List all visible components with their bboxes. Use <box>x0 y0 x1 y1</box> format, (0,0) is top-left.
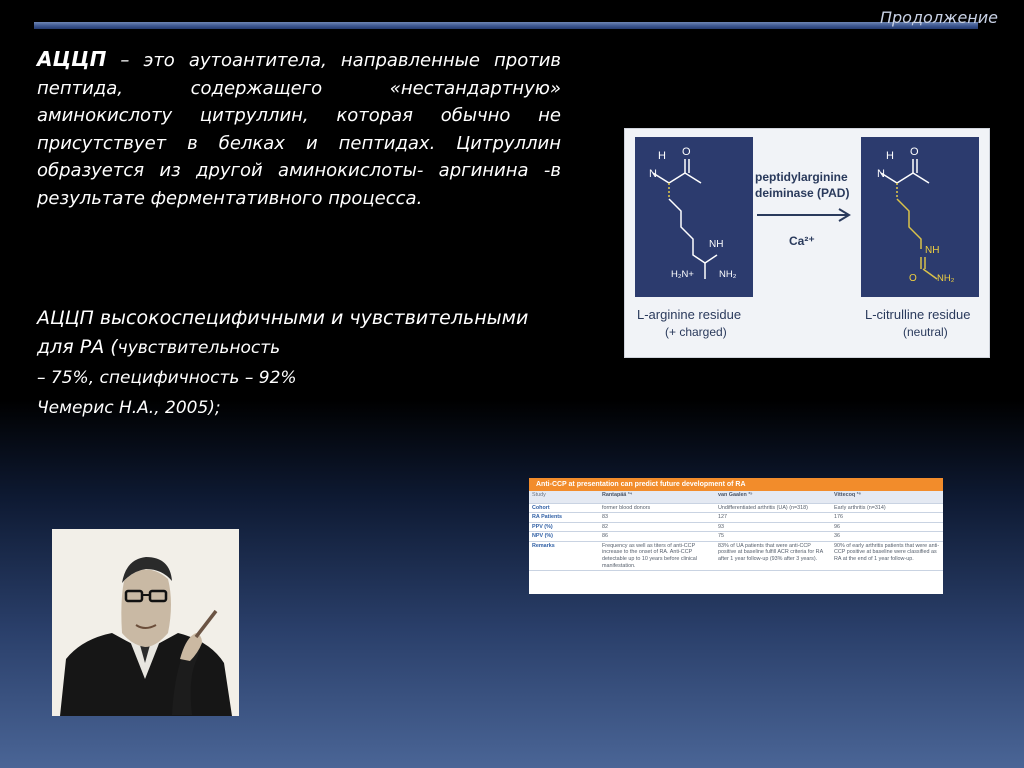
table-cell: 176 <box>831 513 943 523</box>
citrulline-o2: O <box>909 273 917 284</box>
table-cell: 96 <box>831 522 943 532</box>
arginine-h: H <box>658 150 666 162</box>
anti-ccp-table <box>529 478 943 594</box>
table-row <box>529 541 943 570</box>
table-cell: 36 <box>831 532 943 542</box>
header-vittecoq: Vittecoq ³⁶ <box>831 491 943 503</box>
definition-paragraph <box>37 46 561 212</box>
table-cell: 93 <box>715 522 831 532</box>
arginine-n: N <box>649 168 657 180</box>
enzyme-label-2: deiminase (PAD) <box>755 186 850 200</box>
table-row <box>529 513 943 523</box>
citrulline-name: L-citrulline residue <box>865 307 971 322</box>
citrulline-o: O <box>910 146 919 158</box>
row-label: NPV (%) <box>529 532 599 542</box>
table-cell: 83 <box>599 513 715 523</box>
title-rule <box>34 22 978 29</box>
table-cell: Undifferentiated arthritis (UA) (n=318) <box>715 503 831 513</box>
arginine-nh2: NH₂ <box>719 269 737 280</box>
table-title: Anti-CCP at presentation can predict future development of RA <box>529 478 943 491</box>
table-header-row <box>529 491 943 503</box>
sensitivity-word: чувствительность <box>117 338 281 358</box>
acpa-term: АЦЦП <box>37 47 107 71</box>
calcium-label: Ca²⁺ <box>789 234 815 248</box>
table-cell: 86 <box>599 532 715 542</box>
specificity-paragraph <box>37 304 567 423</box>
percentages-text: – 75%, специфичность – 92% <box>37 368 297 388</box>
row-label: RA Patients <box>529 513 599 523</box>
table-row <box>529 503 943 513</box>
table-cell: former blood donors <box>599 503 715 513</box>
portrait-photo <box>52 529 239 716</box>
table-cell: 90% of early arthritis patients that were anti-CCP positive at baseline were classified as RA at the end of 1 year follow-up. <box>831 541 943 570</box>
table-grid <box>529 491 943 571</box>
citrulline-nh: NH <box>925 245 940 256</box>
citrulline-h: H <box>886 150 894 162</box>
citrulline-n: N <box>877 168 885 180</box>
header-van-gaalen: van Gaalen ³⁵ <box>715 491 831 503</box>
header-study: Study <box>529 491 599 503</box>
arginine-charge: (+ charged) <box>665 325 727 339</box>
specificity-text: АЦЦП высокоспецифичными и чувствительными для РА ( <box>37 307 529 358</box>
table-cell: Early arthritis (n=314) <box>831 503 943 513</box>
arginine-name: L-arginine residue <box>637 307 742 322</box>
table-row <box>529 532 943 542</box>
row-label: Cohort <box>529 503 599 513</box>
definition-text: – это аутоантитела, направленные против пептида, содержащего «нестандартную» аминокислоту цитруллин, которая обычно не присутствует в белках и пептидах. Цитруллин образуется из другой аминокислоты- аргинина -в результате ферментативного процесса. <box>37 50 561 209</box>
table-cell: 82 <box>599 522 715 532</box>
table-cell: 75 <box>715 532 831 542</box>
table-cell: 83% of UA patients that were anti-CCP positive at baseline fulfill ACR criteria for RA after 1 year follow-up (93% after 3 years). <box>715 541 831 570</box>
citrulline-panel <box>861 137 979 297</box>
enzyme-label-1: peptidylarginine <box>755 170 848 184</box>
arginine-nh: NH <box>709 239 724 250</box>
arginine-o: O <box>682 146 691 158</box>
row-label: Remarks <box>529 541 599 570</box>
header-rantapaa: Rantapää ³⁴ <box>599 491 715 503</box>
continued-label: Продолжение <box>879 8 998 27</box>
table-cell: 127 <box>715 513 831 523</box>
citrulline-charge: (neutral) <box>903 325 948 339</box>
table-row <box>529 522 943 532</box>
citation-text: Чемерис Н.А., 2005); <box>37 398 221 418</box>
row-label: PPV (%) <box>529 522 599 532</box>
table-cell: Frequency as well as titers of anti-CCP increase to the onset of RA. Anti-CCP detectable up to 10 years before clinical manifestation. <box>599 541 715 570</box>
arginine-h2n: H₂N+ <box>671 269 694 280</box>
citrulline-nh2: NH₂ <box>937 273 955 284</box>
citrullination-figure <box>624 128 990 358</box>
